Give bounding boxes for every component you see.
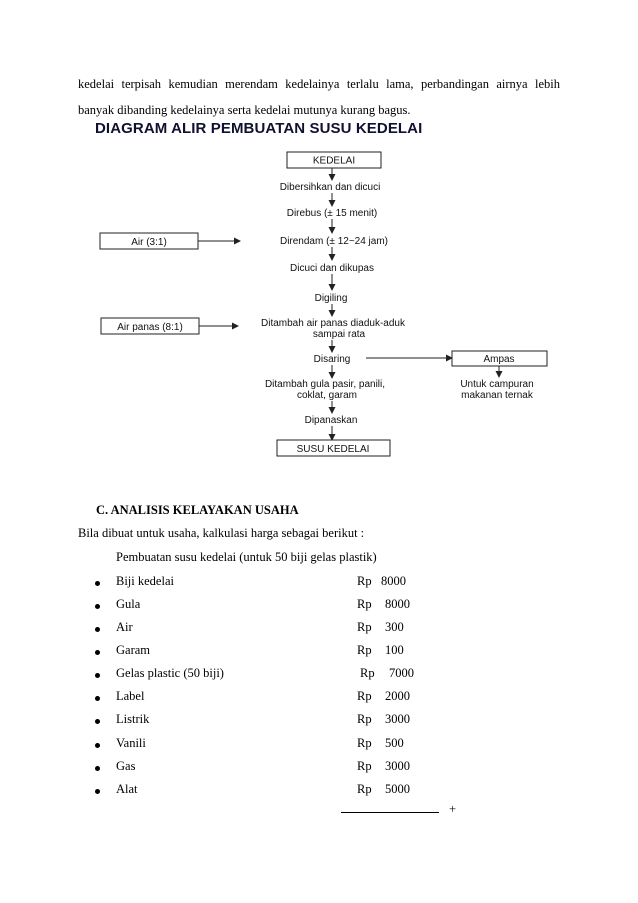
step-susu-kedelai: SUSU KEDELAI — [296, 444, 370, 455]
cost-value: 300 — [385, 620, 404, 634]
step-digiling: Digiling — [314, 293, 348, 304]
step-dipanaskan: Dipanaskan — [304, 415, 358, 426]
cost-value: 2000 — [385, 689, 410, 703]
cost-name: Gelas plastic (50 biji) — [116, 666, 224, 680]
cost-name: Biji kedelai — [116, 574, 174, 588]
cost-value: 5000 — [385, 782, 410, 796]
step-kedelai: KEDELAI — [312, 155, 356, 167]
step-ditambah-air-1: Ditambah air panas diaduk-aduk — [261, 318, 405, 329]
list-item — [0, 643, 638, 663]
diagram-title: DIAGRAM ALIR PEMBUATAN SUSU KEDELAI — [95, 120, 423, 137]
step-ditambah-gula-2: coklat, garam — [296, 390, 358, 401]
output-note-2: makanan ternak — [461, 390, 533, 401]
calculation-subintro: Pembuatan susu kedelai (untuk 50 biji gelas plastik) — [116, 550, 377, 564]
cost-currency: Rp — [357, 689, 372, 703]
output-note-1: Untuk campuran — [460, 379, 534, 390]
paragraph-line-1: kedelai terpisah kemudian merendam kedelainya terlalu lama, perbandingan airnya lebih — [78, 77, 560, 91]
list-item — [0, 597, 638, 617]
step-ditambah-air-2: sampai rata — [312, 329, 366, 340]
bullet-icon — [95, 673, 100, 678]
cost-currency: Rp — [357, 597, 372, 611]
bullet-icon — [95, 743, 100, 748]
output-ampas: Ampas — [483, 354, 515, 365]
cost-currency: Rp — [357, 643, 372, 657]
list-item — [0, 712, 638, 732]
cost-currency: Rp — [357, 782, 372, 796]
bullet-icon — [95, 719, 100, 724]
cost-value: 7000 — [389, 666, 414, 680]
step-dicuci: Dicuci dan dikupas — [290, 263, 374, 274]
bullet-icon — [95, 696, 100, 701]
cost-currency: Rp — [357, 620, 372, 634]
bullet-icon — [95, 581, 100, 586]
cost-currency: Rp — [357, 574, 372, 588]
list-item — [0, 620, 638, 640]
cost-value: 3000 — [385, 712, 410, 726]
cost-name: Label — [116, 689, 145, 703]
calculation-intro: Bila dibuat untuk usaha, kalkulasi harga sebagai berikut : — [78, 526, 365, 540]
bullet-icon — [95, 604, 100, 609]
list-item — [0, 736, 638, 756]
list-item — [0, 759, 638, 779]
cost-value: 8000 — [385, 597, 410, 611]
cost-name: Air — [116, 620, 133, 634]
sum-line — [341, 812, 439, 813]
cost-name: Gula — [116, 597, 141, 611]
cost-name: Garam — [116, 643, 151, 657]
bullet-icon — [95, 789, 100, 794]
cost-value: 3000 — [385, 759, 410, 773]
bullet-icon — [95, 650, 100, 655]
list-item — [0, 782, 638, 802]
step-ditambah-gula-1: Ditambah gula pasir, panili, — [264, 379, 386, 390]
cost-value: 8000 — [381, 574, 406, 588]
cost-currency: Rp — [357, 759, 372, 773]
list-item — [0, 666, 638, 686]
step-dibersihkan: Dibersihkan dan dicuci — [279, 182, 381, 193]
step-disaring: Disaring — [313, 354, 351, 365]
cost-name: Vanili — [116, 736, 146, 750]
cost-name: Gas — [116, 759, 136, 773]
section-title: C. ANALISIS KELAYAKAN USAHA — [96, 503, 299, 517]
cost-currency: Rp — [357, 736, 372, 750]
paragraph-line-2: banyak dibanding kedelainya serta kedelai mutunya kurang bagus. — [78, 103, 411, 117]
step-direbus: Direbus (± 15 menit) — [286, 208, 378, 219]
cost-currency: Rp — [357, 712, 372, 726]
input-air: Air (3:1) — [131, 237, 167, 248]
cost-name: Listrik — [116, 712, 150, 726]
cost-value: 100 — [385, 643, 404, 657]
bullet-icon — [95, 766, 100, 771]
cost-currency: Rp — [360, 666, 375, 680]
cost-name: Alat — [116, 782, 138, 796]
bullet-icon — [95, 627, 100, 632]
sum-symbol: + — [449, 802, 457, 816]
input-air-panas: Air panas (8:1) — [117, 322, 183, 333]
cost-value: 500 — [385, 736, 404, 750]
step-direndam: Direndam (± 12~24 jam) — [279, 236, 389, 247]
list-item — [0, 574, 638, 594]
list-item — [0, 689, 638, 709]
